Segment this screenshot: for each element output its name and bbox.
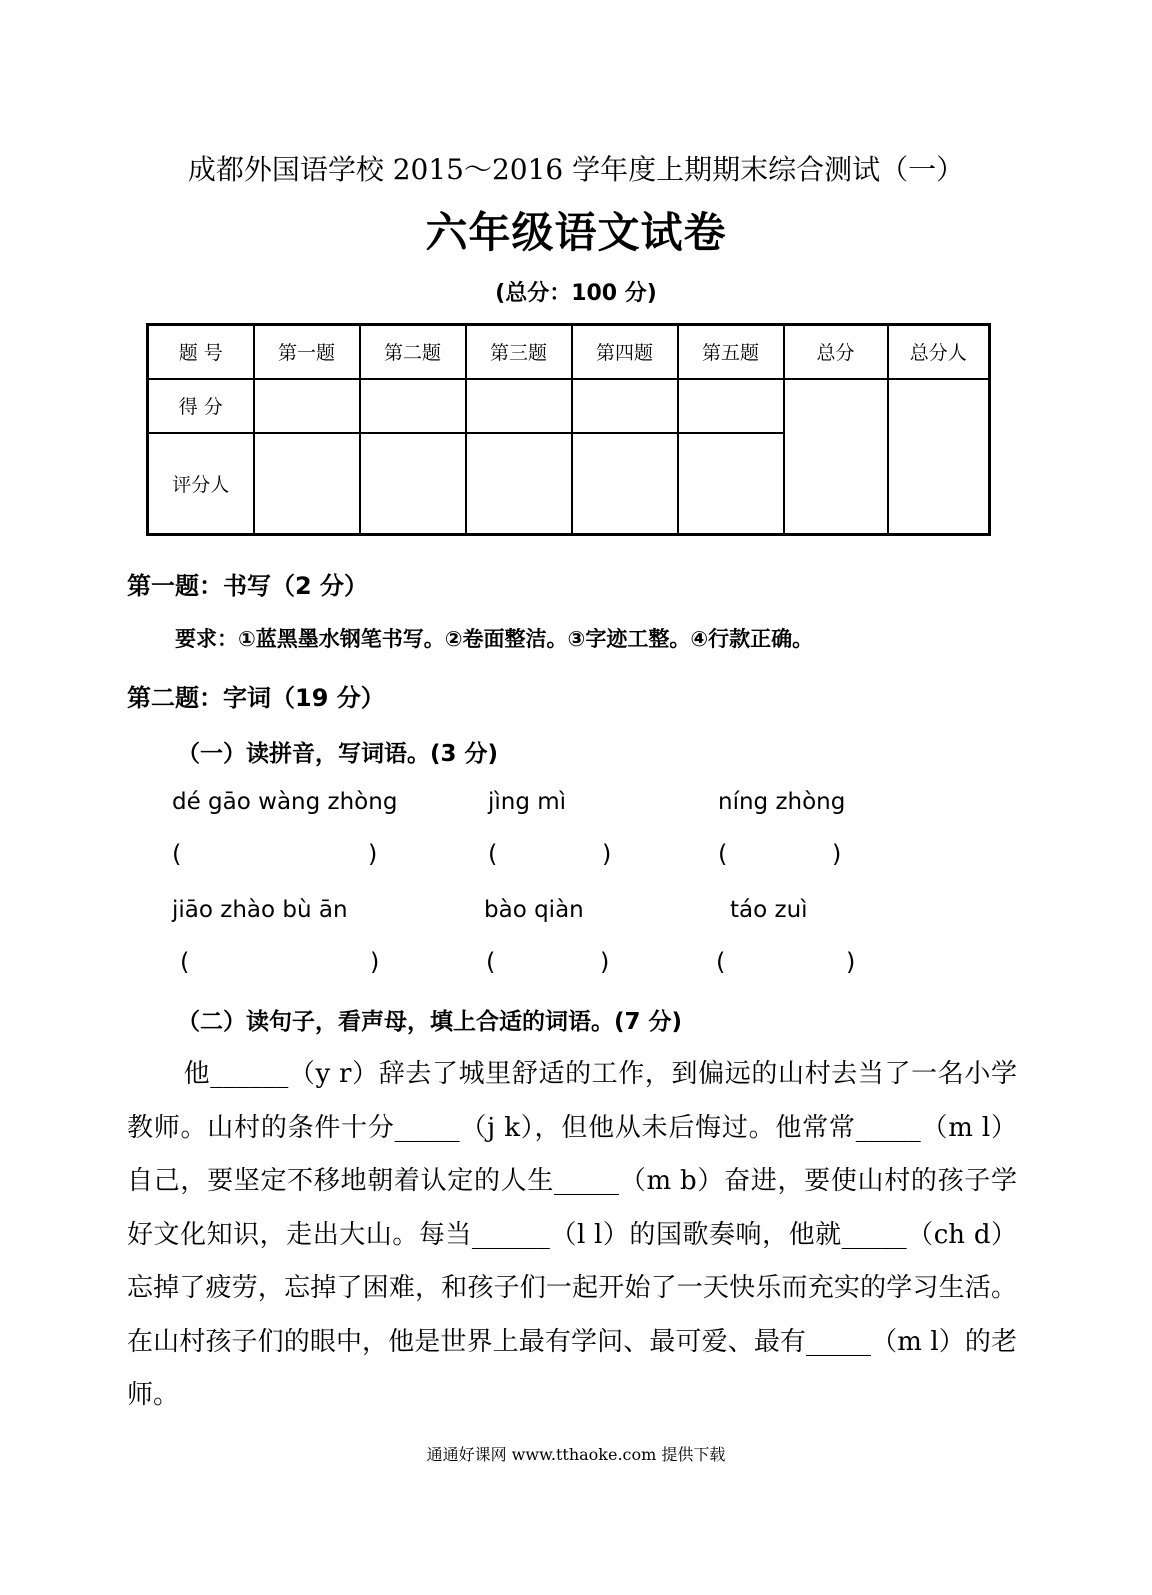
pinyin-item: bào qiàn: [484, 897, 584, 923]
header-cell-number: 题 号: [148, 325, 254, 379]
grader-cell-q2: [360, 433, 466, 535]
school-exam-line: 成都外国语学校 2015～2016 学年度上期期末综合测试（一）: [187, 153, 965, 186]
score-cell-q2: [360, 379, 466, 433]
header-cell-q3: 第三题: [466, 325, 572, 379]
answer-paren-close: ): [846, 948, 856, 976]
answer-paren-close: ): [600, 948, 610, 976]
pinyin-item: jìng mì: [488, 789, 567, 815]
header-cell-q5: 第五题: [678, 325, 784, 379]
grader-cell-q1: [254, 433, 360, 535]
part2-heading: （二）读句子，看声母，填上合适的词语。(7 分): [177, 1009, 683, 1035]
footer-credit: 通通好课网 www.tthaoke.com 提供下载: [426, 1445, 726, 1464]
score-cell-total-grader: [888, 379, 990, 535]
answer-paren-open: (: [180, 948, 190, 976]
answer-paren-open: (: [718, 840, 728, 868]
row-label-grader: 评分人: [148, 433, 254, 535]
score-table: [146, 323, 991, 536]
answer-paren-open: (: [486, 948, 496, 976]
pinyin-item: dé gāo wàng zhòng: [172, 789, 398, 815]
grader-cell-q3: [466, 433, 572, 535]
answer-paren-close: ): [368, 840, 378, 868]
pinyin-item: jiāo zhào bù ān: [172, 897, 348, 923]
header-cell-total-grader: 总分人: [888, 325, 990, 379]
score-cell-q4: [572, 379, 678, 433]
section2-heading: 第二题：字词（19 分）: [127, 684, 385, 712]
header-cell-q4: 第四题: [572, 325, 678, 379]
table-row-score: [148, 379, 990, 433]
grader-cell-q5: [678, 433, 784, 535]
row-label-score: 得 分: [148, 379, 254, 433]
answer-paren-close: ): [832, 840, 842, 868]
table-header-row: [148, 325, 990, 379]
section1-heading: 第一题：书写（2 分）: [127, 572, 369, 600]
score-cell-q3: [466, 379, 572, 433]
header-cell-q1: 第一题: [254, 325, 360, 379]
header-cell-total: 总分: [784, 325, 888, 379]
fill-in-paragraph: [127, 1048, 1017, 1423]
total-score-note: (总分：100 分): [495, 281, 657, 306]
answer-paren-open: (: [172, 840, 182, 868]
score-cell-total: [784, 379, 888, 535]
pinyin-item: níng zhòng: [718, 789, 846, 815]
answer-paren-close: ): [370, 948, 380, 976]
section1-requirement: 要求：①蓝黑墨水钢笔书写。②卷面整洁。③字迹工整。④行款正确。: [175, 627, 814, 651]
answer-paren-close: ): [602, 840, 612, 868]
page-title: 六年级语文试卷: [425, 208, 727, 257]
answer-paren-open: (: [716, 948, 726, 976]
score-cell-q5: [678, 379, 784, 433]
answer-paren-open: (: [488, 840, 498, 868]
paragraph-text: 他______（y r）辞去了城里舒适的工作，到偏远的山村去当了一名小学教师。山村的条件十分_____（j k），但他从未后悔过。他常常_____（m l）自己，要坚定不移地朝着认定的人生_____（m b）奋进，要使山村的孩子学好文化知识，走出大山。每当______（l l）的国歌奏响，他就_____（ch d）忘掉了疲劳，忘掉了困难，和孩子们一起开始了一天快乐而充实的学习生活。在山村孩子们的眼中，他是世界上最有学问、最可爱、最有_____（m l）的老师。: [127, 1059, 1017, 1410]
grader-cell-q4: [572, 433, 678, 535]
header-cell-q2: 第二题: [360, 325, 466, 379]
score-cell-q1: [254, 379, 360, 433]
pinyin-item: táo zuì: [730, 897, 808, 923]
part1-heading: （一）读拼音，写词语。(3 分): [177, 741, 499, 767]
